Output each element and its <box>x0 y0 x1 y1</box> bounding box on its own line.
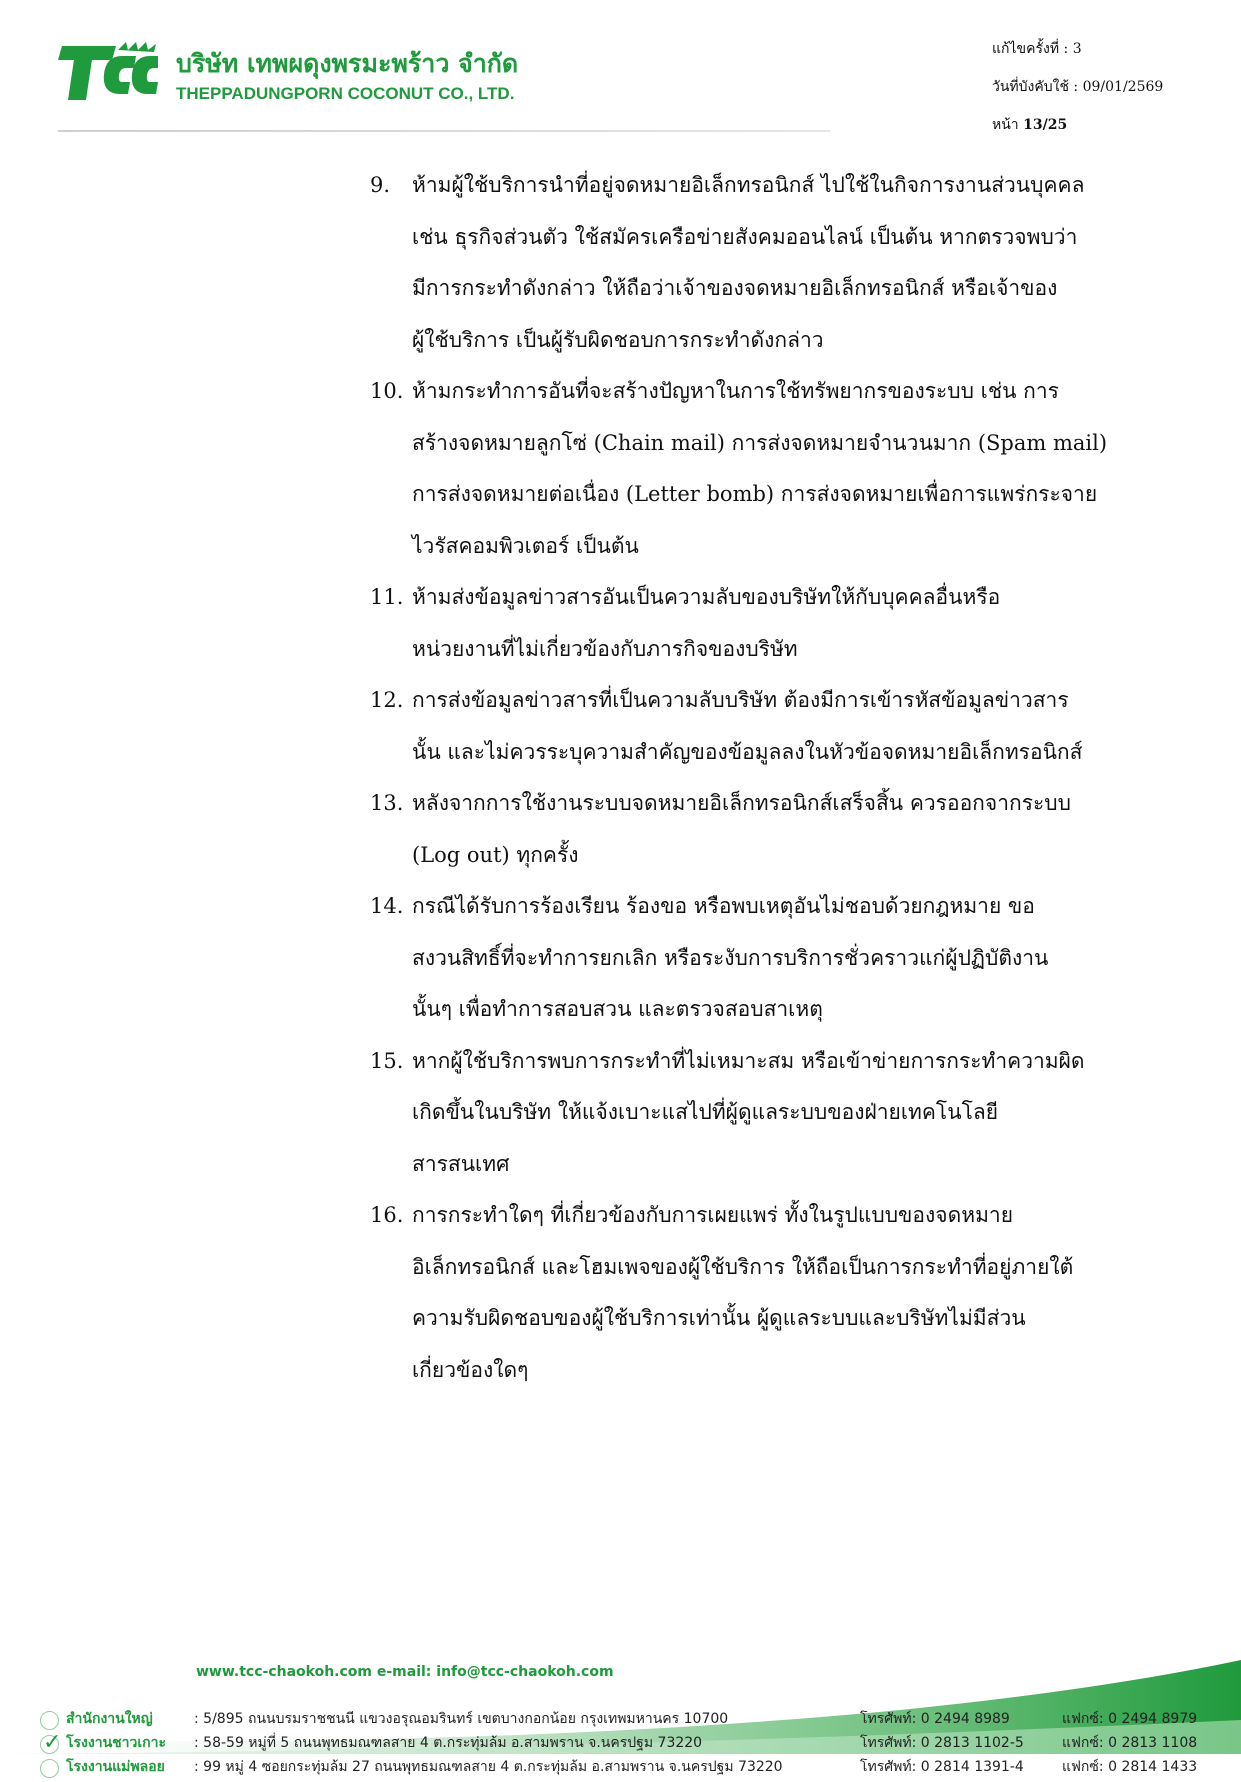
list-item-line: การกระทำใดๆ ที่เกี่ยวข้องกับการเผยแพร่ ทั้งในรูปแบบของจดหมาย <box>412 1203 1014 1227</box>
office-phone: โทรศัพท์: 0 2813 1102-5 <box>860 1735 1024 1751</box>
list-item-line: เกี่ยวข้องใดๆ <box>412 1357 529 1382</box>
list-item-line: ความรับผิดชอบของผู้ใช้บริการเท่านั้น ผู้ดูแลระบบและบริษัทไม่มีส่วน <box>412 1306 1026 1330</box>
tcc-logo <box>58 27 158 104</box>
document-meta <box>992 30 1163 144</box>
list-item-line: กรณีได้รับการร้องเรียน ร้องขอ หรือพบเหตุอันไม่ชอบด้วยกฎหมาย ขอ <box>412 894 1035 918</box>
checkmark-icon: ✓ <box>43 1730 62 1755</box>
page-header <box>0 0 1241 140</box>
revision-value: 3 <box>1072 41 1082 57</box>
page-footer <box>0 1560 1241 1775</box>
office-address: : 5/895 ถนนบรมราชชนนี แขวงอรุณอมรินทร์ เขตบางกอกน้อย กรุงเทพมหานคร 10700 <box>194 1711 729 1727</box>
list-item-line: นั้น และไม่ควรระบุความสำคัญของข้อมูลลงในหัวข้อจดหมายอิเล็กทรอนิกส์ <box>412 739 1083 764</box>
office-fax: แฟกซ์: 0 2494 8979 <box>1062 1711 1198 1727</box>
page-number-label: หน้า <box>992 117 1019 133</box>
office-phone: โทรศัพท์: 0 2494 8989 <box>860 1711 1010 1727</box>
list-item <box>370 675 1100 778</box>
list-item-line: นั้นๆ เพื่อทำการสอบสวน และตรวจสอบสาเหตุ <box>412 997 823 1021</box>
list-item-line: ผู้ใช้บริการ เป็นผู้รับผิดชอบการกระทำดังกล่าว <box>412 327 824 352</box>
list-item-line: หากผู้ใช้บริการพบการกระทำที่ไม่เหมาะสม หรือเข้าข่ายการกระทำความผิด <box>412 1048 1085 1073</box>
list-item-number: 9. <box>370 173 391 197</box>
revision-label: แก้ไขครั้งที่ : <box>992 41 1069 57</box>
list-item-line: สงวนสิทธิ์ที่จะทำการยกเลิก หรือระงับการบริการชั่วคราวแก่ผู้ปฏิบัติงาน <box>412 945 1049 970</box>
list-item-line: ห้ามส่งข้อมูลข่าวสารอันเป็นความลับของบริษัทให้กับบุคคลอื่นหรือ <box>412 585 1001 609</box>
list-item <box>370 160 1100 366</box>
page-number-row <box>992 106 1163 144</box>
list-item-line: มีการกระทำดังกล่าว ให้ถือว่าเจ้าของจดหมายอิเล็กทรอนิกส์ หรือเจ้าของ <box>412 276 1058 300</box>
policy-list <box>370 160 1108 1396</box>
list-item-line: หลังจากการใช้งานระบบจดหมายอิเล็กทรอนิกส์เสร็จสิ้น ควรออกจากระบบ <box>412 791 1071 815</box>
list-item-line: การส่งจดหมายต่อเนื่อง (Letter bomb) การส่งจดหมายเพื่อการแพร่กระจาย <box>412 482 1098 506</box>
header-divider <box>58 130 830 132</box>
office-fax: แฟกซ์: 0 2813 1108 <box>1062 1735 1198 1751</box>
effective-date-label: วันที่บังคับใช้ : <box>992 79 1079 95</box>
circle-icon <box>40 1711 59 1730</box>
list-item-line: สารสนเทศ <box>412 1151 510 1176</box>
office-address: : 58-59 หมู่ที่ 5 ถนนพุทธมณฑลสาย 4 ต.กระทุ่มล้ม อ.สามพราน จ.นครปฐม 73220 <box>194 1735 703 1751</box>
list-item-number: 11. <box>370 585 404 609</box>
list-item-line: หน่วยงานที่ไม่เกี่ยวข้องกับภารกิจของบริษัท <box>412 636 798 661</box>
list-item-line: อิเล็กทรอนิกส์ และโฮมเพจของผู้ใช้บริการ ให้ถือเป็นการกระทำที่อยู่ภายใต้ <box>412 1254 1074 1279</box>
list-item <box>370 778 1100 881</box>
company-name-thai: บริษัท เทพผดุงพรมะพร้าว จำกัด <box>176 49 519 78</box>
circle-icon <box>40 1759 59 1778</box>
checked-circle-icon <box>40 1730 62 1755</box>
list-item <box>370 366 1108 572</box>
list-item-line: ห้ามผู้ใช้บริการนำที่อยู่จดหมายอิเล็กทรอนิกส์ ไปใช้ในกิจการงานส่วนบุคคล <box>412 173 1085 197</box>
office-phone: โทรศัพท์: 0 2814 1391-4 <box>860 1759 1024 1775</box>
list-item-line: เช่น ธุรกิจส่วนตัว ใช้สมัครเครือข่ายสังคมออนไลน์ เป็นต้น หากตรวจพบว่า <box>412 224 1078 249</box>
list-item-number: 10. <box>370 379 404 403</box>
page-number-value: 13/25 <box>1023 117 1068 133</box>
list-item-number: 16. <box>370 1203 404 1227</box>
list-item-line: ห้ามกระทำการอันที่จะสร้างปัญหาในการใช้ทรัพยากรของระบบ เช่น การ <box>412 379 1059 403</box>
list-item <box>370 572 1100 675</box>
list-item-number: 12. <box>370 688 404 712</box>
office-fax: แฟกซ์: 0 2814 1433 <box>1062 1759 1198 1775</box>
list-item-number: 13. <box>370 791 404 815</box>
list-item <box>370 1036 1100 1191</box>
list-item <box>370 881 1100 1036</box>
office-address: : 99 หมู่ 4 ซอยกระทุ่มล้ม 27 ถนนพุทธมณฑลสาย 4 ต.กระทุ่มล้ม อ.สามพราน จ.นครปฐม 73220 <box>194 1759 783 1775</box>
footer-web-email: www.tcc-chaokoh.com e-mail: info@tcc-chaokoh.com <box>196 1664 614 1680</box>
list-item-line: (Log out) ทุกครั้ง <box>412 842 579 867</box>
list-item <box>370 1190 1100 1396</box>
effective-date-value: 09/01/2569 <box>1082 79 1164 95</box>
effective-date-row <box>992 68 1163 106</box>
company-name-english: THEPPADUNGPORN COCONUT CO., LTD. <box>176 84 515 103</box>
list-item-line: เกิดขึ้นในบริษัท ให้แจ้งเบาะแสไปที่ผู้ดูแลระบบของฝ่ายเทคโนโลยี <box>412 1100 999 1124</box>
office-label: สำนักงานใหญ่ <box>66 1711 153 1727</box>
office-label: โรงงานชาวเกาะ <box>66 1735 167 1751</box>
office-label: โรงงานแม่พลอย <box>66 1759 165 1775</box>
list-item-line: สร้างจดหมายลูกโซ่ (Chain mail) การส่งจดหมายจำนวนมาก (Spam mail) <box>412 430 1108 455</box>
list-item-number: 15. <box>370 1048 404 1073</box>
list-item-line: ไวรัสคอมพิวเตอร์ เป็นต้น <box>412 533 639 558</box>
revision-row <box>992 30 1163 68</box>
list-item-line: การส่งข้อมูลข่าวสารที่เป็นความลับบริษัท ต้องมีการเข้ารหัสข้อมูลข่าวสาร <box>412 688 1069 712</box>
list-item-number: 14. <box>370 894 404 918</box>
logo-text: TCC <box>58 27 94 46</box>
